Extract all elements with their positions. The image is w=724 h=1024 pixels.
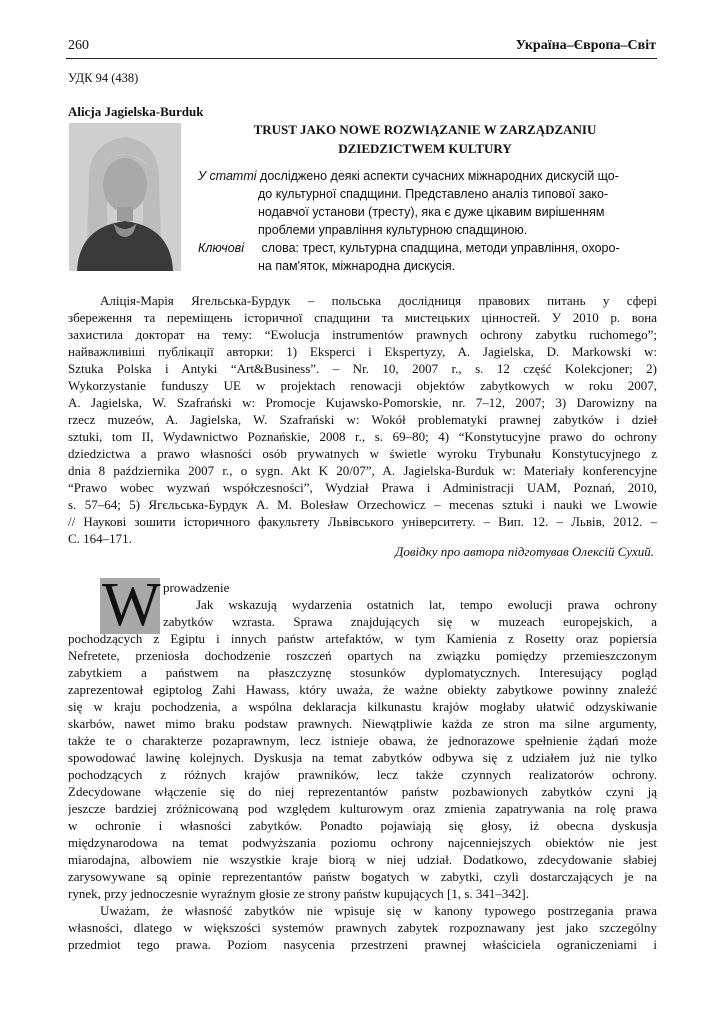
bio-line: збереження та переміщень історичної спадщини та мистецьких цінностей. У 2010 р. вона [68, 310, 657, 325]
body-line: spowodować lawinę kolejnych. Dyskusja na temat zabytków odbywa się z udziałem już nie tylko [68, 750, 657, 765]
body-line: międzynarodowa na temat podwyższania poziomu ochrony najcenniejszych obiektów nie jest [68, 835, 657, 850]
drop-cap [100, 571, 161, 639]
bio-line: захистила докторат на тему: “Ewolucja instrumentów prawnych ochrony zabytku ruchomego”; [68, 327, 657, 342]
keywords-lead: Ключові [198, 241, 244, 255]
abstract-line: до культурної спадщини. Представлено аналіз типової зако- [258, 187, 609, 201]
keywords-text: слова: трест, культурна спадщина, методи управління, охоро- [261, 241, 620, 255]
bio-line: Sztuka Polska i Antyki “Art&Business”. – Nr. 10, 2007 r., s. 12 część Kolekcjoner; 2) [68, 361, 657, 376]
body-line: zabytkiem a państwem na płaszczyznę stosunków dyplomatycznych. Interesujący pogląd [68, 665, 657, 680]
body-line: Zdecydowane włączenie się do niej reprezentantów państw pozbawionych zabytków czyni ją [68, 784, 657, 799]
bio-line: Wykorzystanie funduszy UE w projektach renowacji objektów zabytkowych w roku 2007, [68, 378, 657, 393]
body-line: pochodzących z Egiptu i innych państw artefaktów, w tym Kamienia z Rosetty oraz popiersia [68, 631, 657, 646]
body-line: także te o charakterze pozaprawnym, lecz istnieje obawa, że jednorazowe spełnienie żądań może [68, 733, 657, 748]
author-photo [69, 123, 181, 271]
body-line: jeszcze bardziej zróżnicowaną pod względem kulturowym oraz zmienia zapatrywania na rolę prawa [68, 801, 657, 816]
bio-line: sztuki, tom II, Wydawnictwo Poznańskie, 2008 r., s. 69–80; 4) “Konstytucyjne prawo do ochrony [68, 429, 657, 444]
bio-credit: Довідку про автора підготував Олексій Сухий. [395, 544, 654, 559]
body-line: przedmiot tego prawa. Poziom nasycenia przestrzeni prawnej właściciela ograniczeniami i [68, 937, 657, 952]
abstract-line: проблеми управління культурною спадщиною. [258, 223, 528, 237]
abstract-text: досліджено деякі аспекти сучасних міжнародних дискусій що- [260, 169, 619, 183]
body-line: się w kraju pochodzenia, a wspólna deklaracja kilkunastu krajów mogłaby ułatwić odzyskiwanie [68, 699, 657, 714]
body-line: zabytków wzrasta. Sprawa znajdujących się w muzeach europejskich, a [163, 614, 657, 629]
bio-line: s. 57–64; 5) Ягєльська-Бурдук А. М. Bolesław Orzechowicz – mecenas sztuki i nauki we Lwowie [68, 497, 657, 512]
bio-line: Аліція-Марія Ягельська-Бурдук – польська дослідниця правових питань у сфері [100, 293, 657, 308]
bio-line: rzecz muzeów, A. Jagielska, W. Szafrański w: Wokół problematyki prawnej zabytków i dzieł [68, 412, 657, 427]
body-line: w ochronie i własności zabytków. Ponadto pojawiają się głosy, iż obecna dyskusja [68, 818, 657, 833]
header-divider [66, 58, 657, 59]
abstract-lead: У статті [198, 169, 257, 183]
article-title [200, 120, 650, 158]
body-line: zaprezentował egiptolog Zahi Hawass, który uważa, że ważne obiekty zabytkowe powinny znaleźć [68, 682, 657, 697]
abstract-line [198, 168, 619, 186]
keywords-line: на пам'яток, міжнародна дискусія. [258, 259, 456, 273]
body-line: skarbów, nawet mimo braku podstaw prawnych. Niewątpliwie każda ze stron ma silne argumenty, [68, 716, 657, 731]
body-line: miarodajna, albowiem nie wszystkie kraje biorą w niej udział. Dodatkowo, zdecydowanie słabiej [68, 852, 657, 867]
bio-line: “Prawo wobec wyzwań współczesności”, Wydział Prawa i Administracji UAM, Poznań, 2010, [68, 480, 657, 495]
body-line: własności, dlatego w większości systemów prawnych zabytek rozpoznawany jest jako szczególny [68, 920, 657, 935]
bio-line: dziedzictwa a prawo własności osób prywatnych w świetle wyroku Trybunału Konstytucyjnego z [68, 446, 657, 461]
udk-code: УДК 94 (438) [68, 71, 139, 85]
bio-line: // Наукові зошити історичного факультету Львівського університету. – Вип. 12. – Львів, 2012. – [68, 514, 657, 529]
body-line: Jak wskazują wydarzenia ostatnich lat, tempo ewolucji prawa ochrony [196, 597, 657, 612]
bio-line: найважливіші публікації авторки: 1) Eksperci i Ekspertyzy, A. Jagielska, D. Markowski w: [68, 344, 657, 359]
body-line: zarysowywane są opinie reprezentantów państw bogatych w zabytki, czyli dostarczających je na [68, 869, 657, 884]
drop-cap-letter: W [102, 571, 161, 639]
page-number: 260 [68, 38, 89, 53]
author-name: Alicja Jagielska-Burduk [68, 104, 204, 119]
bio-line: dnia 8 października 2007 r., o sygn. Akt K 20/07”, A. Jagielska-Burduk w: Materiały konferencyjne [68, 463, 657, 478]
section-heading: prowadzenie [163, 580, 230, 595]
body-line: Nefretete, przeniosła dochodzenie roszczeń opartych na związku pomiędzy przemieszczonym [68, 648, 657, 663]
body-line: rynek, przy jednoczesnie wyraźnym głosie ze strony państw kupujących [1, s. 341–342]. [68, 886, 530, 901]
journal-title: Україна–Європа–Світ [515, 38, 656, 53]
title-line: DZIEDZICTWEM KULTURY [338, 141, 512, 156]
abstract-line: нодавчої установи (тресту), яка є дуже цікавим вирішенням [258, 205, 605, 219]
bio-line: С. 164–171. [68, 531, 132, 546]
bio-line: A. Jagielska, W. Szafrański w: Promocje Kujawsko-Pomorskie, nr. 7–12, 2007; 3) Darowizny na [68, 395, 657, 410]
title-line: TRUST JAKO NOWE ROZWIĄZANIE W ZARZĄDZANIU [253, 122, 597, 137]
body-line: Uważam, że własność zabytków nie wpisuje się w kanony typowego postrzegania prawa [100, 903, 657, 918]
body-line: pochodzących z różnych krajów prawników, lecz także czynnych realizatorów ochrony. [68, 767, 657, 782]
keywords-line [198, 240, 620, 258]
